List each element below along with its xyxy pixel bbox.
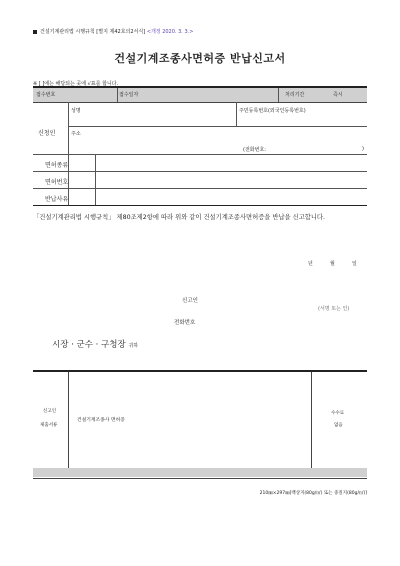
receipt-row — [33, 88, 367, 103]
license-no-label: 면허번호 — [45, 179, 69, 186]
application-form — [33, 86, 367, 206]
recipient-title: 시장 · 군수 · 구청장 — [52, 340, 126, 350]
receipt-date-label: 접수일자 — [119, 92, 139, 98]
footer-band — [33, 468, 367, 477]
applicant-label: 신청인 — [38, 130, 56, 137]
checkbox-note: ※ [ ]에는 해당되는 곳에 √표를 합니다. — [33, 81, 119, 87]
receipt-no-label: 접수번호 — [36, 92, 56, 98]
fee-label: 수수료 — [331, 411, 345, 416]
submit-docs-label: 제출서류 — [40, 423, 58, 428]
signer-phone-label: 전화번호 — [174, 320, 196, 326]
processing-period-label: 처리기간 — [285, 92, 305, 98]
page-title: 건설기계조종사면허증 반납신고서 — [114, 52, 286, 65]
submit-doc-item: 건설기계조종사 면허증 — [77, 418, 125, 423]
license-type-label: 면허종류 — [45, 162, 69, 169]
sign-note: (서명 또는 인) — [318, 306, 350, 312]
declaration-text: 「건설기계관리법 시행규칙」 제80조제2항에 따라 위와 같이 건설기계조종사면허증을 반납을 신고합니다. — [33, 214, 326, 221]
processing-period-value: 즉시 — [333, 92, 343, 98]
name-field[interactable]: 성명 — [71, 108, 81, 114]
date-month: 월 — [330, 261, 335, 267]
fee-value: 없음 — [334, 423, 343, 428]
rrn-field[interactable]: 주민등록번호(외국인등록번호) — [239, 108, 306, 114]
form-header — [33, 28, 193, 35]
recipient-suffix: 귀하 — [128, 343, 139, 349]
date-day: 일 — [352, 261, 357, 267]
form-reference: 건설기계관리법 시행규칙 [별지 제42호의2서식] — [40, 29, 146, 35]
date-year: 년 — [308, 261, 313, 267]
processing-table — [33, 370, 367, 470]
square-bullet-icon — [33, 30, 37, 34]
paper-size-note: 210㎜×297㎜[백상지(80g/㎡) 또는 중질지(80g/㎡)] — [259, 491, 367, 496]
signer-label: 신고인 — [182, 298, 198, 304]
return-reason-label: 반납사유 — [45, 196, 69, 203]
phone-close: ) — [362, 146, 364, 152]
phone-field[interactable]: (전화번호: — [243, 147, 266, 153]
address-field[interactable]: 주소 — [71, 131, 81, 137]
submitter-label: 신고인 — [43, 409, 57, 414]
revision-date: <개정 2020. 3. 3.> — [146, 29, 194, 35]
recipient — [52, 338, 138, 350]
